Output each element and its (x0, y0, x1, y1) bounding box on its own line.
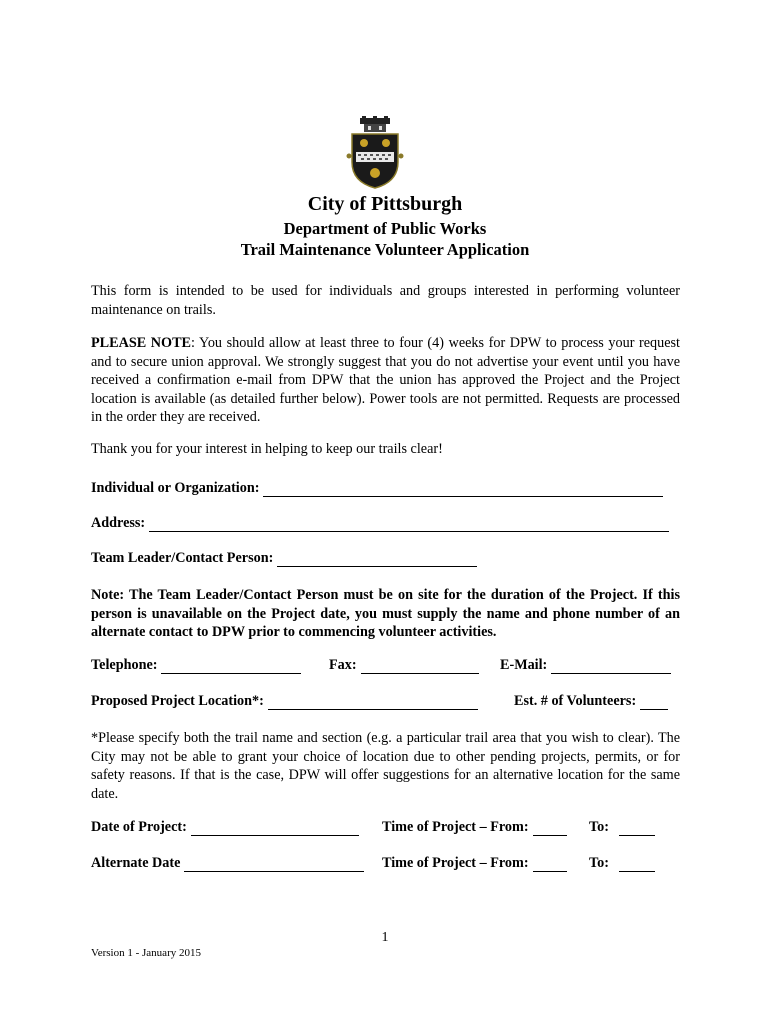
team-leader-field (91, 550, 477, 567)
date-of-project-field (91, 819, 359, 836)
city-title: City of Pittsburgh (307, 193, 463, 215)
city-seal-logo (346, 116, 404, 190)
time-from-2-field (382, 855, 567, 872)
fax-field (329, 657, 479, 674)
individual-org-input[interactable] (263, 482, 663, 497)
alternate-date-input[interactable] (184, 857, 364, 872)
address-input[interactable] (149, 517, 669, 532)
telephone-label: Telephone: (91, 657, 158, 673)
intro-paragraph: This form is intended to be used for individuals and groups interested in performing volunteer maintenance on trails. (91, 283, 680, 318)
volunteers-label: Est. # of Volunteers: (514, 693, 637, 709)
time-from-2-label: Time of Project – From: (382, 855, 529, 871)
individual-org-field (91, 480, 663, 497)
email-input[interactable] (551, 659, 671, 674)
time-to-1-label: To: (589, 819, 609, 835)
telephone-field (91, 657, 301, 674)
team-leader-label: Team Leader/Contact Person: (91, 550, 274, 566)
email-field (500, 657, 671, 674)
page-number: 1 (381, 930, 389, 945)
alternate-date-label: Alternate Date (91, 855, 181, 871)
time-to-1-input[interactable] (619, 821, 655, 836)
time-from-1-input[interactable] (533, 821, 567, 836)
date-of-project-input[interactable] (191, 821, 359, 836)
version-footer: Version 1 - January 2015 (91, 947, 201, 959)
alternate-date-field (91, 855, 364, 872)
telephone-input[interactable] (161, 659, 301, 674)
department-title: Department of Public Works (283, 219, 487, 238)
team-leader-note: Note: The Team Leader/Contact Person must be on site for the duration of the Project. If this person is unavailable on the Project date, you must supply the name and phone number of an alternate contact to DPW prior to commencing volunteer activities. (91, 587, 680, 641)
email-label: E-Mail: (500, 657, 548, 673)
fax-input[interactable] (361, 659, 479, 674)
time-to-2-field (589, 855, 655, 872)
form-title: Trail Maintenance Volunteer Application (240, 240, 530, 259)
time-from-1-field (382, 819, 567, 836)
volunteers-field (514, 693, 668, 710)
proposed-location-input[interactable] (268, 695, 478, 710)
time-to-1-field (589, 819, 655, 836)
individual-org-label: Individual or Organization: (91, 480, 260, 496)
time-from-2-input[interactable] (533, 857, 567, 872)
address-field (91, 515, 669, 532)
proposed-location-label: Proposed Project Location*: (91, 693, 264, 709)
date-of-project-label: Date of Project: (91, 819, 187, 835)
team-leader-input[interactable] (277, 552, 477, 567)
fax-label: Fax: (329, 657, 357, 673)
please-note-text: : You should allow at least three to four (4) weeks for DPW to process your request and to secure union approval. We strongly suggest that you do not advertise your event until you have received a confirmation e-mail from DPW that the union has approved the Project and the Project location is available (as detailed further below). Power tools are not permitted. Requests are processed in the order they are received. (91, 335, 680, 426)
proposed-location-field (91, 693, 478, 710)
address-label: Address: (91, 515, 146, 531)
time-to-2-input[interactable] (619, 857, 655, 872)
location-note-paragraph: *Please specify both the trail name and section (e.g. a particular trail area that you wish to clear). The City may not be able to grant your choice of location due to other pending projects, permits, or for safety reasons. If that is the case, DPW will offer suggestions for an alternative location for the same date. (91, 730, 680, 802)
please-note-paragraph (91, 334, 680, 427)
thanks-paragraph: Thank you for your interest in helping to keep our trails clear! (91, 441, 443, 457)
volunteers-input[interactable] (640, 695, 668, 710)
time-from-1-label: Time of Project – From: (382, 819, 529, 835)
time-to-2-label: To: (589, 855, 609, 871)
please-note-label: PLEASE NOTE (91, 335, 191, 351)
